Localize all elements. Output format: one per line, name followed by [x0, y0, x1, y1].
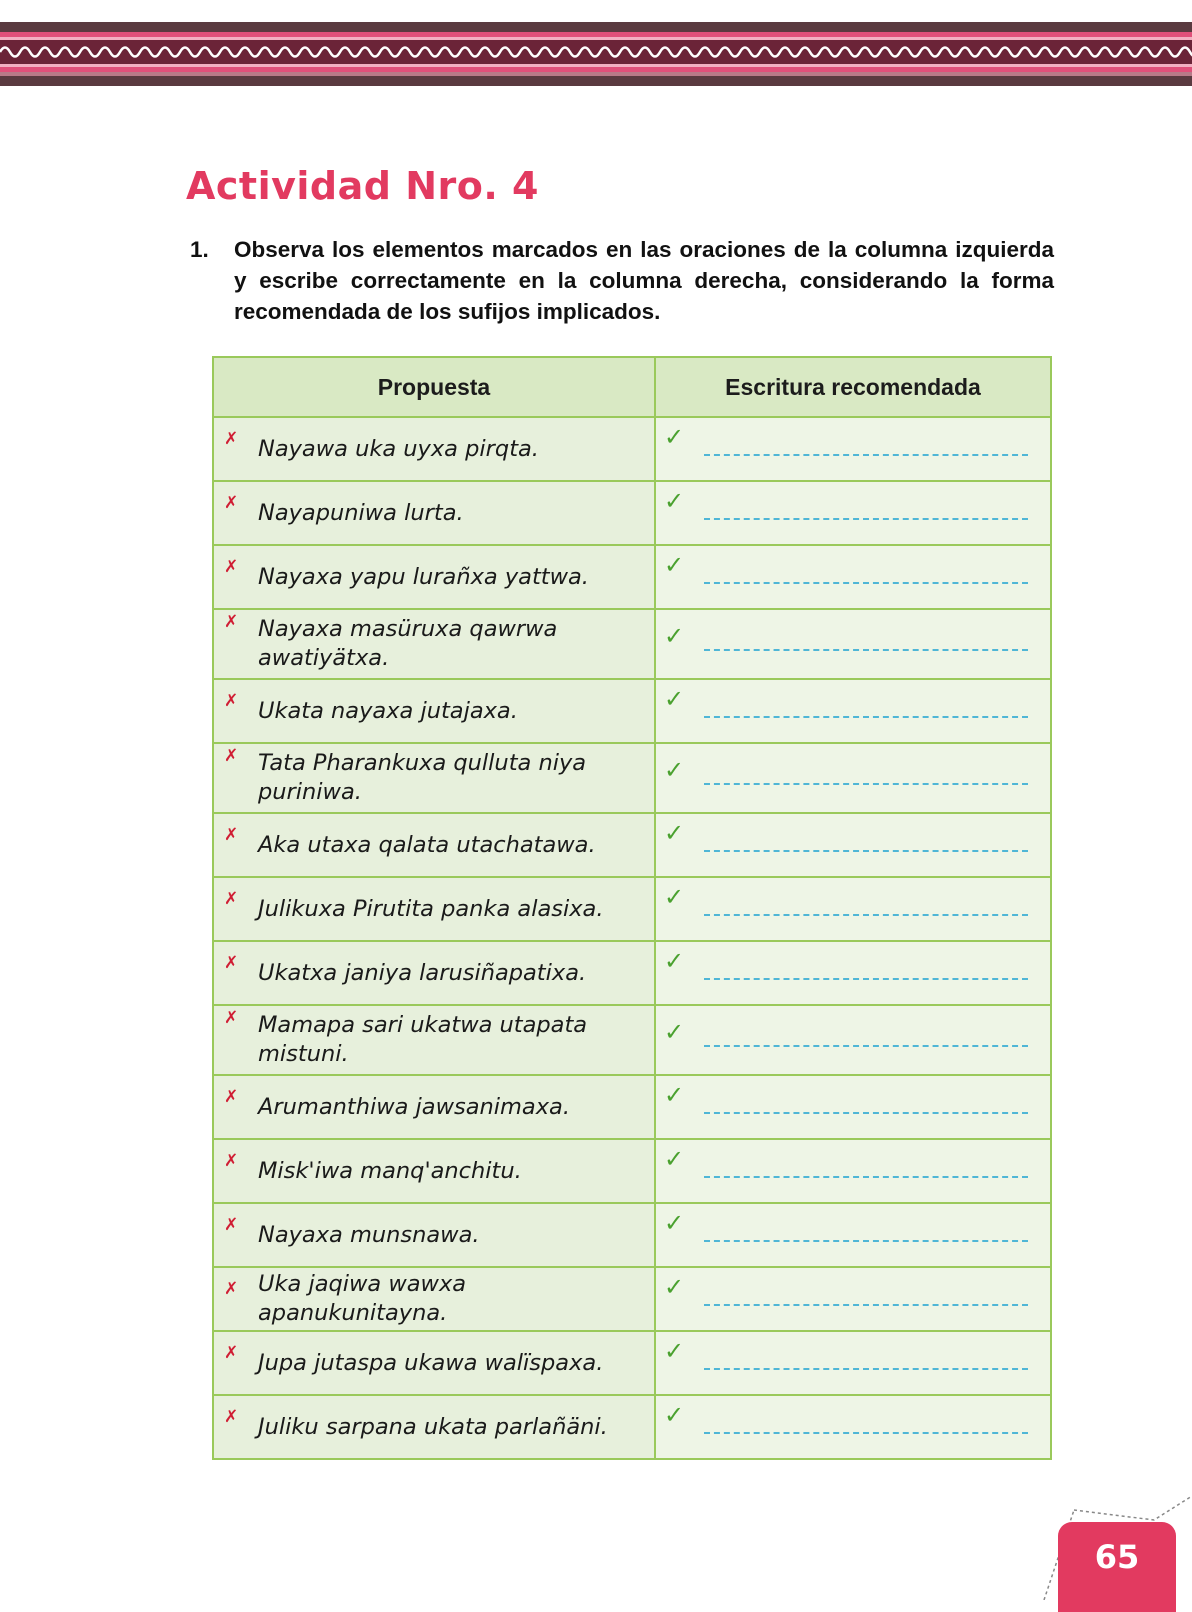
exercise-table: [212, 356, 1052, 1460]
check-mark-icon: ✓: [664, 1273, 685, 1301]
check-mark-icon: ✓: [664, 685, 685, 713]
page-number: 65: [1094, 1538, 1140, 1576]
answer-line[interactable]: [704, 582, 1028, 584]
proposed-sentence: Nayawa uka uyxa pirqta.: [258, 435, 539, 462]
propuesta-cell: [213, 1267, 655, 1331]
check-mark-icon: ✓: [664, 1145, 685, 1173]
answer-line[interactable]: [704, 518, 1028, 520]
escritura-cell: [655, 1005, 1051, 1075]
check-mark-icon: ✓: [664, 1081, 685, 1109]
cross-mark-icon: ✗: [224, 1008, 239, 1028]
table-row: [213, 1203, 1051, 1267]
table-row: [213, 1075, 1051, 1139]
escritura-cell: [655, 1395, 1051, 1459]
proposed-sentence: Misk'iwa manq'anchitu.: [258, 1157, 522, 1184]
escritura-cell: [655, 481, 1051, 545]
header-escritura-recomendada: Escritura recomendada: [655, 357, 1051, 417]
proposed-sentence: Jupa jutaspa ukawa walïspaxa.: [258, 1349, 604, 1376]
propuesta-cell: [213, 877, 655, 941]
answer-line[interactable]: [704, 1112, 1028, 1114]
escritura-cell: [655, 1267, 1051, 1331]
table-row: [213, 481, 1051, 545]
cross-mark-icon: ✗: [224, 557, 239, 577]
check-mark-icon: ✓: [664, 756, 685, 784]
table-row: [213, 1139, 1051, 1203]
check-mark-icon: ✓: [664, 1401, 685, 1429]
table-row: [213, 877, 1051, 941]
check-mark-icon: ✓: [664, 883, 685, 911]
cross-mark-icon: ✗: [224, 612, 239, 632]
table-row: [213, 1331, 1051, 1395]
proposed-sentence: Ukatxa janiya larusiñapatixa.: [258, 959, 587, 986]
answer-line[interactable]: [704, 649, 1028, 651]
cross-mark-icon: ✗: [224, 1215, 239, 1235]
page-number-tab: [1058, 1522, 1176, 1612]
proposed-sentence: Nayapuniwa lurta.: [258, 499, 464, 526]
propuesta-cell: [213, 679, 655, 743]
proposed-sentence: Aka utaxa qalata utachatawa.: [258, 831, 596, 858]
cross-mark-icon: ✗: [224, 1087, 239, 1107]
proposed-sentence: Nayaxa masüruxa qawrwa awatiyätxa.: [258, 616, 558, 671]
table-row: [213, 1395, 1051, 1459]
cross-mark-icon: ✗: [224, 825, 239, 845]
cross-mark-icon: ✗: [224, 691, 239, 711]
check-mark-icon: ✓: [664, 1209, 685, 1237]
table-row: [213, 813, 1051, 877]
cross-mark-icon: ✗: [224, 1279, 239, 1299]
proposed-sentence: Nayaxa yapu lurañxa yattwa.: [258, 563, 589, 590]
cross-mark-icon: ✗: [224, 889, 239, 909]
instruction-number: 1.: [190, 237, 209, 262]
cross-mark-icon: ✗: [224, 1343, 239, 1363]
answer-line[interactable]: [704, 1176, 1028, 1178]
check-mark-icon: ✓: [664, 819, 685, 847]
proposed-sentence: Juliku sarpana ukata parlañäni.: [258, 1413, 608, 1440]
answer-line[interactable]: [704, 914, 1028, 916]
escritura-cell: [655, 1139, 1051, 1203]
check-mark-icon: ✓: [664, 1018, 685, 1046]
proposed-sentence: Tata Pharankuxa qulluta niya puriniwa.: [258, 750, 587, 805]
check-mark-icon: ✓: [664, 622, 685, 650]
cross-mark-icon: ✗: [224, 953, 239, 973]
answer-line[interactable]: [704, 1304, 1028, 1306]
check-mark-icon: ✓: [664, 947, 685, 975]
proposed-sentence: Julikuxa Pirutita panka alasixa.: [258, 895, 604, 922]
cross-mark-icon: ✗: [224, 1151, 239, 1171]
propuesta-cell: [213, 609, 655, 679]
escritura-cell: [655, 609, 1051, 679]
escritura-cell: [655, 679, 1051, 743]
answer-line[interactable]: [704, 1432, 1028, 1434]
escritura-cell: [655, 1203, 1051, 1267]
activity-title: Actividad Nro. 4: [186, 164, 539, 208]
escritura-cell: [655, 941, 1051, 1005]
proposed-sentence: Mamapa sari ukatwa utapata mistuni.: [258, 1012, 588, 1067]
propuesta-cell: [213, 545, 655, 609]
instruction-text: Observa los elementos marcados en las oraciones de la columna izquierda y escribe correctamente en la columna derecha, considerando la forma recomendada de los sufijos implicados.: [234, 237, 1054, 324]
answer-line[interactable]: [704, 978, 1028, 980]
escritura-cell: [655, 743, 1051, 813]
check-mark-icon: ✓: [664, 551, 685, 579]
propuesta-cell: [213, 1331, 655, 1395]
instruction: [186, 234, 1054, 327]
escritura-cell: [655, 877, 1051, 941]
propuesta-cell: [213, 481, 655, 545]
table-row: [213, 1005, 1051, 1075]
table-row: [213, 743, 1051, 813]
propuesta-cell: [213, 1005, 655, 1075]
answer-line[interactable]: [704, 716, 1028, 718]
propuesta-cell: [213, 1395, 655, 1459]
propuesta-cell: [213, 417, 655, 481]
table-row: [213, 417, 1051, 481]
answer-line[interactable]: [704, 850, 1028, 852]
propuesta-cell: [213, 813, 655, 877]
answer-line[interactable]: [704, 1045, 1028, 1047]
escritura-cell: [655, 417, 1051, 481]
propuesta-cell: [213, 941, 655, 1005]
proposed-sentence: Ukata nayaxa jutajaxa.: [258, 697, 518, 724]
table-row: [213, 1267, 1051, 1331]
answer-line[interactable]: [704, 454, 1028, 456]
proposed-sentence: Arumanthiwa jawsanimaxa.: [258, 1093, 570, 1120]
table-row: [213, 941, 1051, 1005]
table-header-row: [213, 357, 1051, 417]
wave-pattern: [0, 40, 1192, 64]
table-row: [213, 545, 1051, 609]
propuesta-cell: [213, 1075, 655, 1139]
proposed-sentence: Nayaxa munsnawa.: [258, 1221, 480, 1248]
check-mark-icon: ✓: [664, 487, 685, 515]
escritura-cell: [655, 1331, 1051, 1395]
header-propuesta: Propuesta: [213, 357, 655, 417]
cross-mark-icon: ✗: [224, 1407, 239, 1427]
decorative-band: [0, 22, 1192, 86]
table-row: [213, 609, 1051, 679]
cross-mark-icon: ✗: [224, 493, 239, 513]
check-mark-icon: ✓: [664, 423, 685, 451]
answer-line[interactable]: [704, 1368, 1028, 1370]
propuesta-cell: [213, 1139, 655, 1203]
answer-line[interactable]: [704, 1240, 1028, 1242]
answer-line[interactable]: [704, 783, 1028, 785]
cross-mark-icon: ✗: [224, 429, 239, 449]
escritura-cell: [655, 1075, 1051, 1139]
cross-mark-icon: ✗: [224, 746, 239, 766]
escritura-cell: [655, 545, 1051, 609]
propuesta-cell: [213, 1203, 655, 1267]
table-row: [213, 679, 1051, 743]
check-mark-icon: ✓: [664, 1337, 685, 1365]
escritura-cell: [655, 813, 1051, 877]
proposed-sentence: Uka jaqiwa wawxa apanukunitayna.: [258, 1271, 467, 1326]
propuesta-cell: [213, 743, 655, 813]
